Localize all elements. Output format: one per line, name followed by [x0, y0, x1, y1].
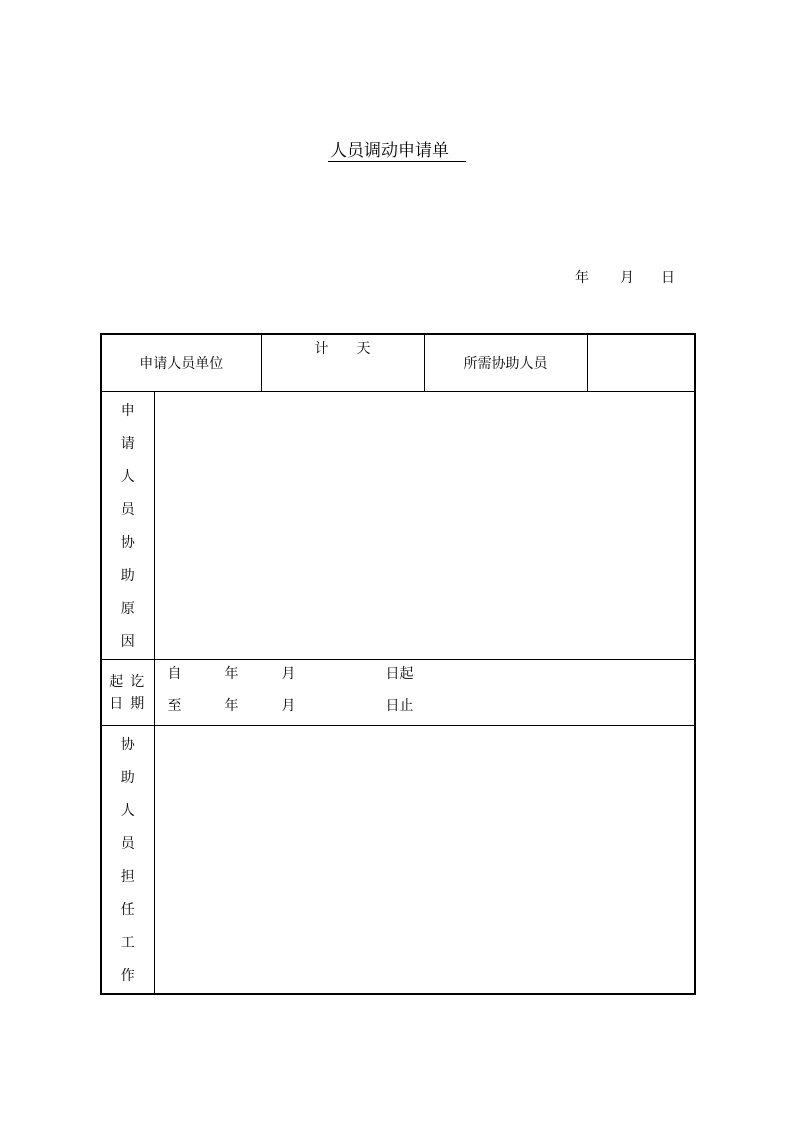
helper-label: 所需协助人员: [463, 356, 548, 372]
period-row: [101, 660, 695, 726]
reason-label-char: 协: [120, 535, 135, 551]
header-row: [101, 334, 695, 392]
period-input-cell[interactable]: [154, 660, 695, 726]
helper-label-cell: [424, 334, 587, 392]
day-count-suffix: 天: [356, 341, 371, 357]
period-label-line2: 日期: [109, 695, 152, 712]
duty-label-char: 工: [120, 935, 135, 951]
date-day-label: 日: [661, 270, 675, 286]
form-title-text: 人员调动申请单: [328, 141, 466, 162]
reason-input-cell[interactable]: [154, 392, 695, 660]
from-suffix: 日起: [385, 666, 414, 682]
day-count-prefix: 计: [314, 341, 329, 357]
unit-label: 申请人员单位: [139, 356, 224, 372]
day-count-cell[interactable]: [261, 334, 424, 392]
duty-label-char: 担: [120, 869, 135, 885]
helper-value-cell[interactable]: [587, 334, 695, 392]
reason-label-char: 请: [120, 436, 135, 452]
duty-label-char: 助: [120, 770, 135, 786]
unit-label-cell: [101, 334, 261, 392]
to-month-label: 月: [281, 698, 296, 714]
reason-label-char: 因: [120, 634, 135, 650]
transfer-form-table: [100, 333, 696, 995]
reason-label-cell: [101, 392, 154, 660]
date-month-label: 月: [620, 270, 634, 286]
period-from-line: [168, 663, 695, 685]
duty-label-char: 任: [120, 902, 135, 918]
date-year-label: 年: [575, 270, 589, 286]
reason-label-char: 员: [120, 502, 135, 518]
duty-label-char: 人: [120, 803, 135, 819]
reason-label-char: 申: [120, 403, 135, 419]
to-prefix: 至: [167, 698, 182, 714]
period-label-line1: 起讫: [109, 673, 152, 690]
from-month-label: 月: [281, 666, 296, 682]
duty-input-cell[interactable]: [154, 726, 695, 995]
period-to-line: [168, 695, 695, 717]
period-label-cell: [101, 660, 154, 726]
form-date: [575, 269, 675, 287]
duty-label-cell: [101, 726, 154, 995]
duty-row: [101, 726, 695, 995]
duty-label-char: 员: [120, 836, 135, 852]
reason-label-char: 人: [120, 469, 135, 485]
duty-label-char: 作: [120, 968, 135, 984]
from-year-label: 年: [224, 666, 239, 682]
from-prefix: 自: [167, 666, 182, 682]
to-year-label: 年: [224, 698, 239, 714]
form-title: [0, 140, 794, 162]
to-suffix: 日止: [385, 698, 414, 714]
duty-label-char: 协: [120, 737, 135, 753]
reason-label-char: 原: [120, 601, 135, 617]
reason-row: [101, 392, 695, 660]
reason-label-char: 助: [120, 568, 135, 584]
